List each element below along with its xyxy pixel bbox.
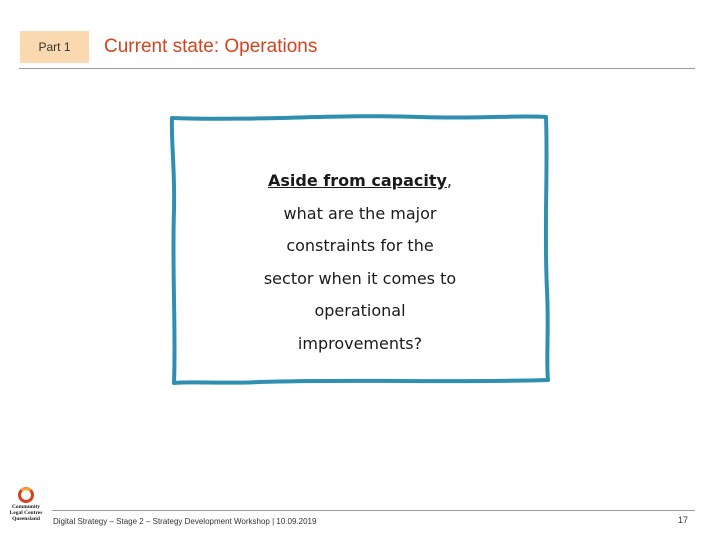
question-line-lead [205, 165, 515, 198]
page-number: 17 [677, 515, 688, 525]
logo-line: Legal Centres [9, 510, 43, 517]
discussion-question [205, 165, 515, 360]
question-line: improvements? [297, 333, 423, 353]
footer-text: Digital Strategy – Stage 2 – Strategy Development Workshop | 10.09.2019 [53, 517, 317, 526]
logo-line: Community [11, 504, 41, 510]
question-line: constraints for the [286, 236, 434, 255]
question-line: what are the major [283, 203, 437, 223]
logo-text [6, 504, 46, 523]
clcq-logo [6, 486, 46, 530]
footer-divider [52, 510, 695, 511]
question-lead: Aside from capacity [267, 171, 447, 190]
part-label: Part 1 [38, 40, 71, 54]
logo-line: Queensland [12, 516, 40, 523]
logo-ring-icon [14, 486, 38, 504]
question-lead-punct: , [446, 171, 453, 190]
question-line: sector when it comes to [263, 268, 457, 288]
page-title: Current state: Operations [104, 36, 318, 57]
question-line: operational [314, 301, 406, 320]
